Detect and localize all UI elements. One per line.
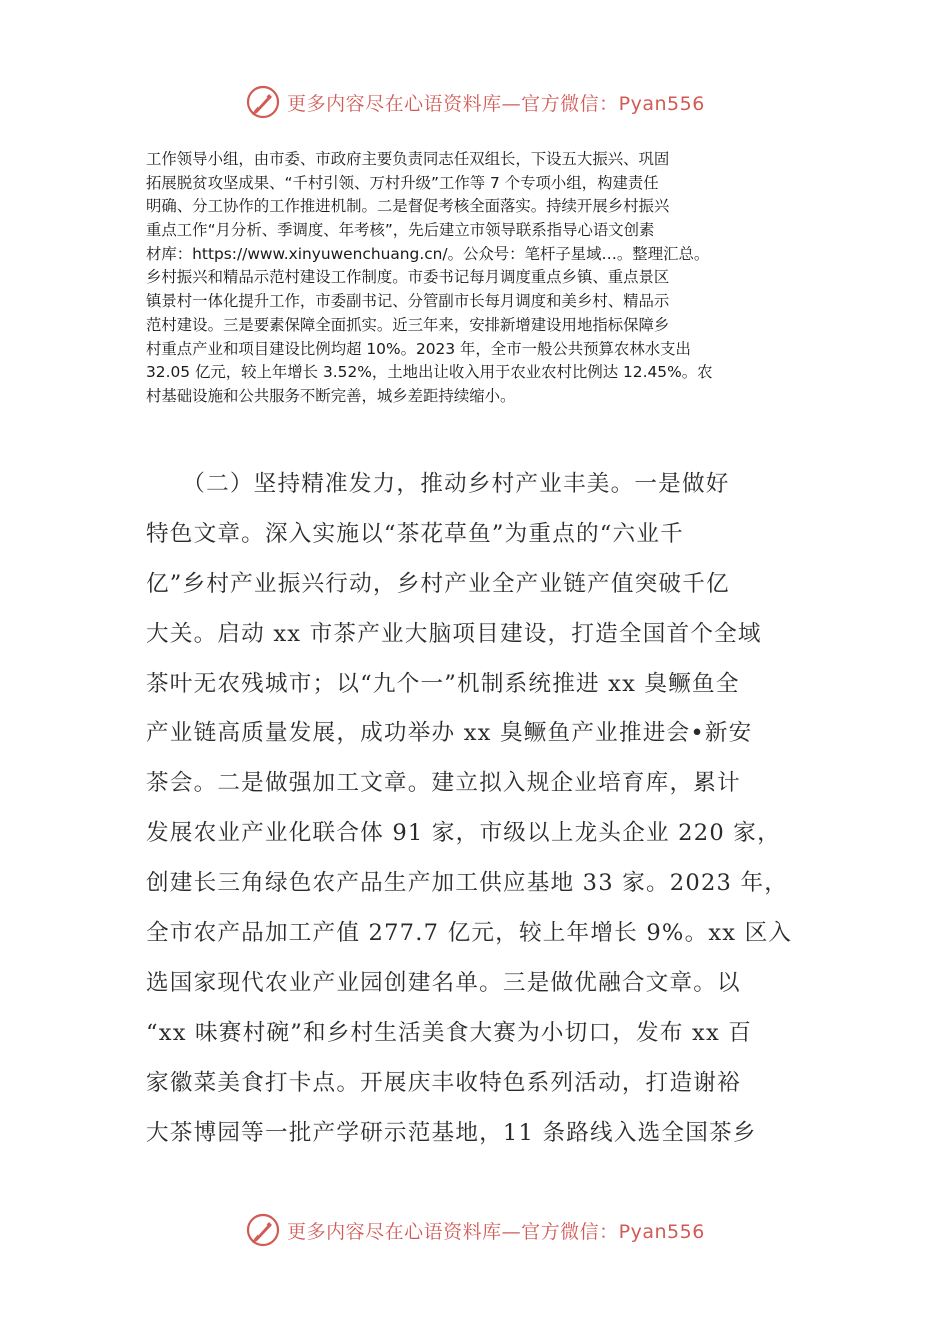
text-line: 重点工作“月分析、季调度、年考核”，先后建立市领导联系指导心语文创素 — [146, 221, 655, 240]
text-line: 家徽菜美食打卡点。开展庆丰收特色系列活动，打造谢裕 — [146, 1069, 741, 1096]
text-line: 拓展脱贫攻坚成果、“千村引领、万村升级”工作等 7 个专项小组，构建责任 — [146, 173, 659, 192]
text-line: 选国家现代农业产业园创建名单。三是做优融合文章。以 — [146, 969, 741, 996]
footer-banner — [0, 1210, 950, 1250]
text-line: 全市农产品加工产值 277.7 亿元，较上年增长 9%。xx 区入 — [146, 920, 793, 947]
banner-text: 更多内容尽在心语资料库—官方微信：Pyan556 — [287, 1220, 705, 1243]
text-line: 特色文章。深入实施以“茶花草鱼”为重点的“六业千 — [146, 520, 684, 547]
text-line: 产业链高质量发展，成功举办 xx 臭鳜鱼产业推进会•新安 — [146, 720, 753, 747]
text-line: 32.05 亿元，较上年增长 3.52%，土地出让收入用于农业农村比例达 12.45%。农 — [146, 363, 713, 382]
text-line: 大茶博园等一批产学研示范基地，11 条路线入选全国茶乡 — [146, 1119, 757, 1146]
text-line: 茶叶无农残城市；以“九个一”机制系统推进 xx 臭鳜鱼全 — [146, 670, 740, 697]
banner-text: 更多内容尽在心语资料库—官方微信：Pyan556 — [287, 92, 705, 115]
pen-logo-icon — [245, 84, 281, 120]
text-line: 村基础设施和公共服务不断完善，城乡差距持续缩小。 — [146, 386, 516, 405]
text-line: 发展农业产业化联合体 91 家，市级以上龙头企业 220 家， — [146, 820, 781, 847]
text-line: 创建长三角绿色农产品生产加工供应基地 33 家。2023 年， — [146, 870, 789, 897]
text-line: 村重点产业和项目建设比例均超 10%。2023 年，全市一般公共预算农林水支出 — [146, 339, 691, 358]
body-paragraph-small — [146, 148, 806, 409]
text-line: 工作领导小组，由市委、市政府主要负责同志任双组长，下设五大振兴、巩固 — [146, 150, 670, 168]
header-banner — [0, 82, 950, 122]
text-line: 乡村振兴和精品示范村建设工作制度。市委书记每月调度重点乡镇、重点景区 — [146, 268, 670, 287]
text-line: 范村建设。三是要素保障全面抓实。近三年来，安排新增建设用地指标保障乡 — [146, 315, 670, 334]
pen-logo-icon — [245, 1212, 281, 1248]
text-line: 材库：https://www.xinyuwenchuang.cn/。公众号：笔杆子星域…。整理汇总。 — [146, 244, 710, 263]
text-line: 镇景村一体化提升工作，市委副书记、分管副市长每月调度和美乡村、精品示 — [146, 292, 670, 311]
text-line: 茶会。二是做强加工文章。建立拟入规企业培育库，累计 — [146, 770, 741, 797]
text-line: “xx 味赛村碗”和乡村生活美食大赛为小切口，发布 xx 百 — [146, 1019, 753, 1046]
text-line: 亿”乡村产业振兴行动，乡村产业全产业链产值突破千亿 — [146, 570, 730, 597]
text-line: 明确、分工协作的工作推进机制。二是督促考核全面落实。持续开展乡村振兴 — [146, 197, 670, 216]
text-line: 大关。启动 xx 市茶产业大脑项目建设，打造全国首个全域 — [146, 620, 762, 647]
text-line: （二）坚持精准发力，推动乡村产业丰美。一是做好 — [146, 471, 730, 497]
body-paragraph-large — [146, 460, 806, 1158]
